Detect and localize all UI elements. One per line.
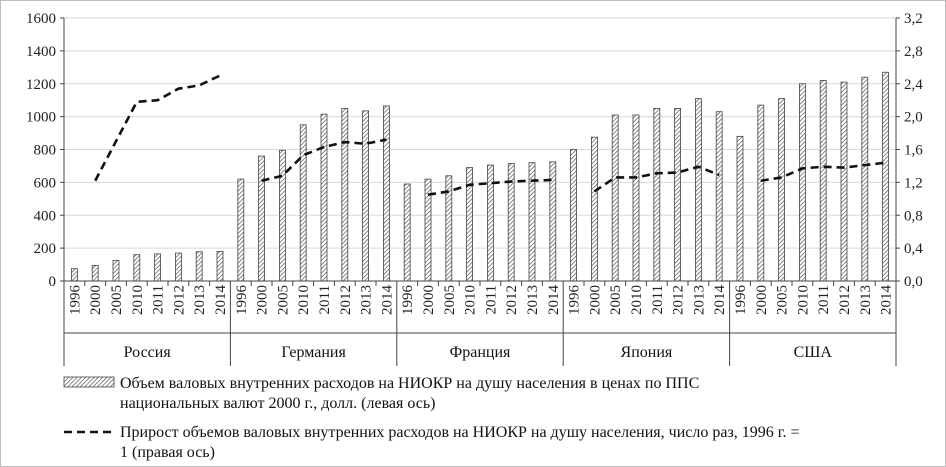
group-label: Франция: [449, 344, 511, 361]
category-label: 2010: [462, 285, 479, 315]
category-label: 2012: [171, 285, 188, 315]
right-tick-label: 3,2: [904, 11, 923, 27]
bar: [321, 114, 327, 281]
category-label: 2010: [129, 285, 146, 315]
category-label: 2011: [649, 285, 666, 315]
category-label: 2013: [358, 285, 375, 315]
category-label: 2012: [504, 285, 521, 315]
bar: [155, 254, 161, 281]
bar: [342, 108, 348, 281]
bar: [238, 179, 244, 281]
category-label: 2000: [587, 285, 604, 315]
bar: [383, 106, 389, 281]
bar: [779, 99, 785, 281]
tick-labels: [26, 11, 923, 361]
right-tick-label: 1,2: [904, 175, 923, 192]
legend-line-label: Прирост объемов валовых внутренних расходов на НИОКР на душу населения, число раз, 1996 г. =: [120, 424, 800, 441]
bar: [841, 82, 847, 281]
right-tick-label: 0,4: [904, 241, 923, 258]
category-label: 1996: [733, 285, 749, 315]
category-label: 2013: [525, 285, 541, 315]
category-label: 2010: [296, 285, 313, 315]
bar: [196, 252, 202, 281]
bar: [758, 105, 764, 281]
bar-series: [71, 72, 888, 281]
legend-bar-swatch: [64, 377, 114, 387]
bar: [675, 108, 681, 281]
legend: [64, 375, 800, 461]
category-label: 2014: [712, 285, 729, 315]
category-label: 2012: [337, 285, 354, 315]
left-tick-label: 400: [33, 208, 56, 225]
group-label: Япония: [620, 344, 673, 361]
bar: [591, 137, 597, 281]
category-label: 2013: [192, 285, 209, 315]
category-label: 2000: [421, 285, 437, 315]
category-label: 1996: [67, 285, 84, 315]
category-label: 2005: [774, 285, 791, 315]
bar: [862, 77, 868, 281]
bar: [404, 184, 410, 281]
category-label: 2010: [629, 285, 645, 315]
bar: [300, 125, 306, 281]
bar: [654, 108, 660, 281]
category-label: 2005: [608, 285, 625, 315]
category-label: 2005: [109, 285, 125, 315]
bar: [737, 136, 743, 281]
category-label: 2011: [816, 285, 833, 315]
left-tick-label: 1000: [26, 109, 56, 126]
category-label: 2005: [441, 285, 458, 315]
group-label: США: [793, 344, 832, 361]
category-label: 2011: [483, 285, 500, 315]
category-label: 2010: [795, 285, 812, 315]
right-tick-label: 2,4: [904, 76, 923, 93]
bar: [363, 111, 369, 281]
bar: [633, 115, 639, 281]
bar: [571, 150, 577, 282]
category-label: 2011: [150, 285, 167, 315]
bar: [820, 80, 826, 281]
category-label: 2013: [691, 285, 708, 315]
category-label: 2012: [837, 285, 853, 315]
left-tick-label: 1400: [26, 43, 56, 60]
category-label: 2014: [379, 285, 396, 315]
right-tick-label: 1,6: [904, 142, 923, 159]
bar: [259, 156, 265, 281]
bar: [92, 265, 98, 281]
category-label: 1996: [566, 285, 583, 315]
bar: [113, 260, 119, 281]
bar: [134, 255, 140, 281]
bar: [695, 99, 701, 281]
category-label: 1996: [400, 285, 417, 315]
group-label: Германия: [281, 344, 346, 361]
category-label: 2011: [317, 285, 333, 315]
category-label: 1996: [233, 285, 250, 315]
gridlines: [64, 18, 896, 248]
category-label: 2014: [545, 285, 562, 315]
left-tick-label: 1600: [26, 11, 56, 27]
right-tick-label: 2,0: [904, 109, 923, 126]
right-tick-label: 0,0: [904, 274, 923, 290]
left-tick-label: 0: [48, 274, 56, 290]
category-label: 2000: [254, 285, 271, 315]
category-label: 2005: [275, 285, 292, 315]
category-label: 2000: [753, 285, 770, 315]
left-tick-label: 600: [33, 175, 56, 192]
legend-bar-label: национальных валют 2000 г., долл. (левая ось): [120, 395, 436, 412]
bar: [279, 150, 285, 281]
category-label: 2013: [857, 285, 874, 315]
bar: [217, 251, 223, 281]
right-tick-label: 2,8: [904, 43, 923, 60]
group-label: Россия: [123, 344, 171, 361]
bar: [716, 112, 722, 281]
bar: [175, 253, 181, 281]
legend-bar-label: Объем валовых внутренних расходов на НИОКР на душу населения в ценах по ППС: [120, 375, 700, 392]
left-tick-label: 1200: [26, 76, 56, 93]
bar: [883, 72, 889, 281]
right-tick-label: 0,8: [904, 208, 923, 225]
left-tick-label: 800: [33, 142, 56, 159]
bar: [71, 269, 77, 281]
category-label: 2012: [670, 285, 687, 315]
line-segment: [95, 76, 220, 181]
legend-line-label: 1 (правая ось): [120, 444, 215, 461]
category-label: 2014: [213, 285, 229, 315]
bar: [612, 115, 618, 281]
left-tick-label: 200: [33, 241, 56, 258]
category-label: 2014: [878, 285, 895, 315]
bar: [799, 84, 805, 281]
category-label: 2000: [88, 285, 105, 315]
